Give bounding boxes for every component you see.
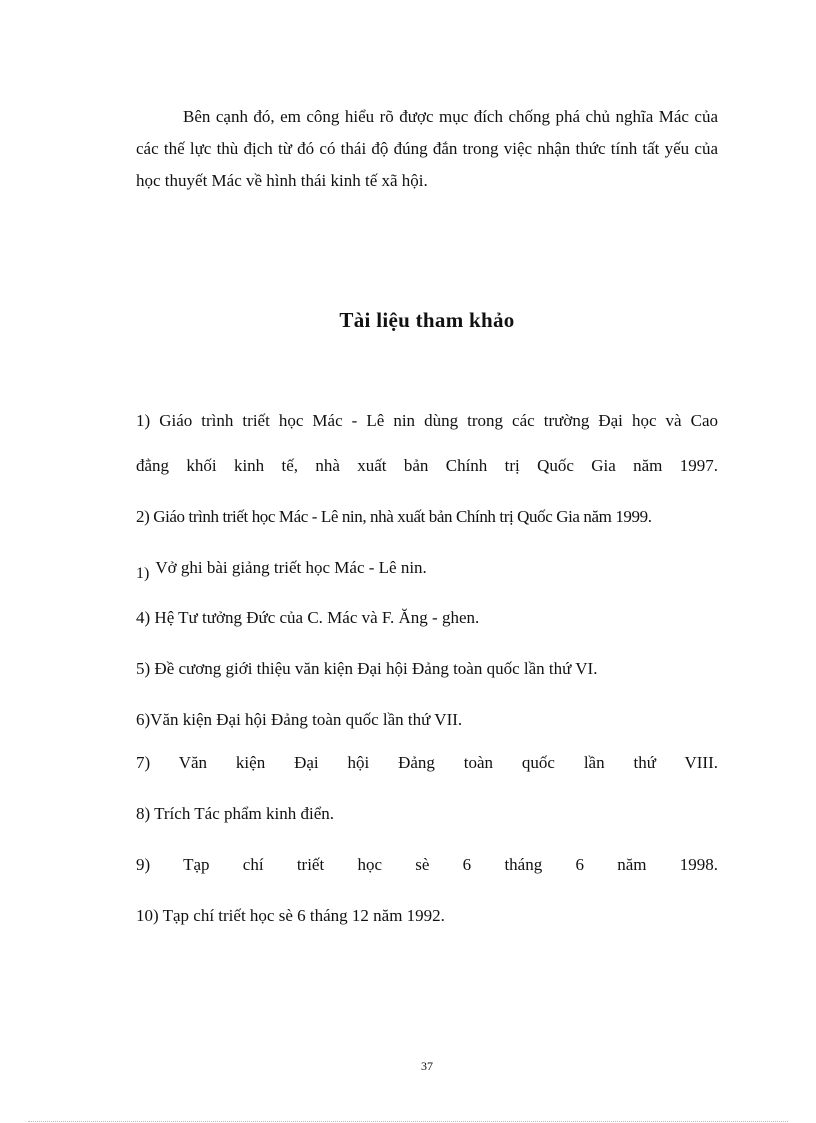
reference-1-line-2: đẳng khối kinh tế, nhà xuất bản Chính trị Quốc Gia năm 1997. (136, 456, 718, 475)
reference-2: 2) Giáo trình triết học Mác - Lê nin, nhà xuất bản Chính trị Quốc Gia năm 1999. (136, 507, 652, 526)
reference-4: 4) Hệ Tư tưởng Đức của C. Mác và F. Ăng - ghen. (136, 608, 480, 627)
reference-3-number: 1) (136, 565, 150, 582)
reference-3 (136, 558, 718, 582)
reference-6: 6)Văn kiện Đại hội Đảng toàn quốc lần thứ VII. (136, 710, 463, 729)
reference-7: 7) Văn kiện Đại hội Đảng toàn quốc lần thứ VIII. (136, 753, 718, 772)
references-heading: Tài liệu tham khảo (339, 308, 515, 332)
reference-9: 9) Tạp chí triết học sè 6 tháng 6 năm 1998. (136, 855, 718, 874)
reference-10: 10) Tạp chí triết học sè 6 tháng 12 năm 1992. (136, 906, 445, 925)
reference-8: 8) Trích Tác phẩm kinh điển. (136, 804, 334, 823)
intro-paragraph: Bên cạnh đó, em công hiểu rõ được mục đích chống phá chủ nghĩa Mác của các thế lực thù địch từ đó có thái độ đúng đắn trong việc nhận thức tính tất yếu của học thuyết Mác về hình thái kinh tế xã hội. (136, 107, 718, 190)
reference-3-text: Vở ghi bài giảng triết học Mác - Lê nin. (155, 558, 427, 577)
page-number: 37 (421, 1059, 433, 1073)
reference-1-line-1: 1) Giáo trình triết học Mác - Lê nin dùng trong các trường Đại học và Cao (136, 411, 718, 430)
reference-5: 5) Đề cương giới thiệu văn kiện Đại hội Đảng toàn quốc lần thứ VI. (136, 659, 598, 678)
page-bottom-rule (28, 1121, 788, 1122)
